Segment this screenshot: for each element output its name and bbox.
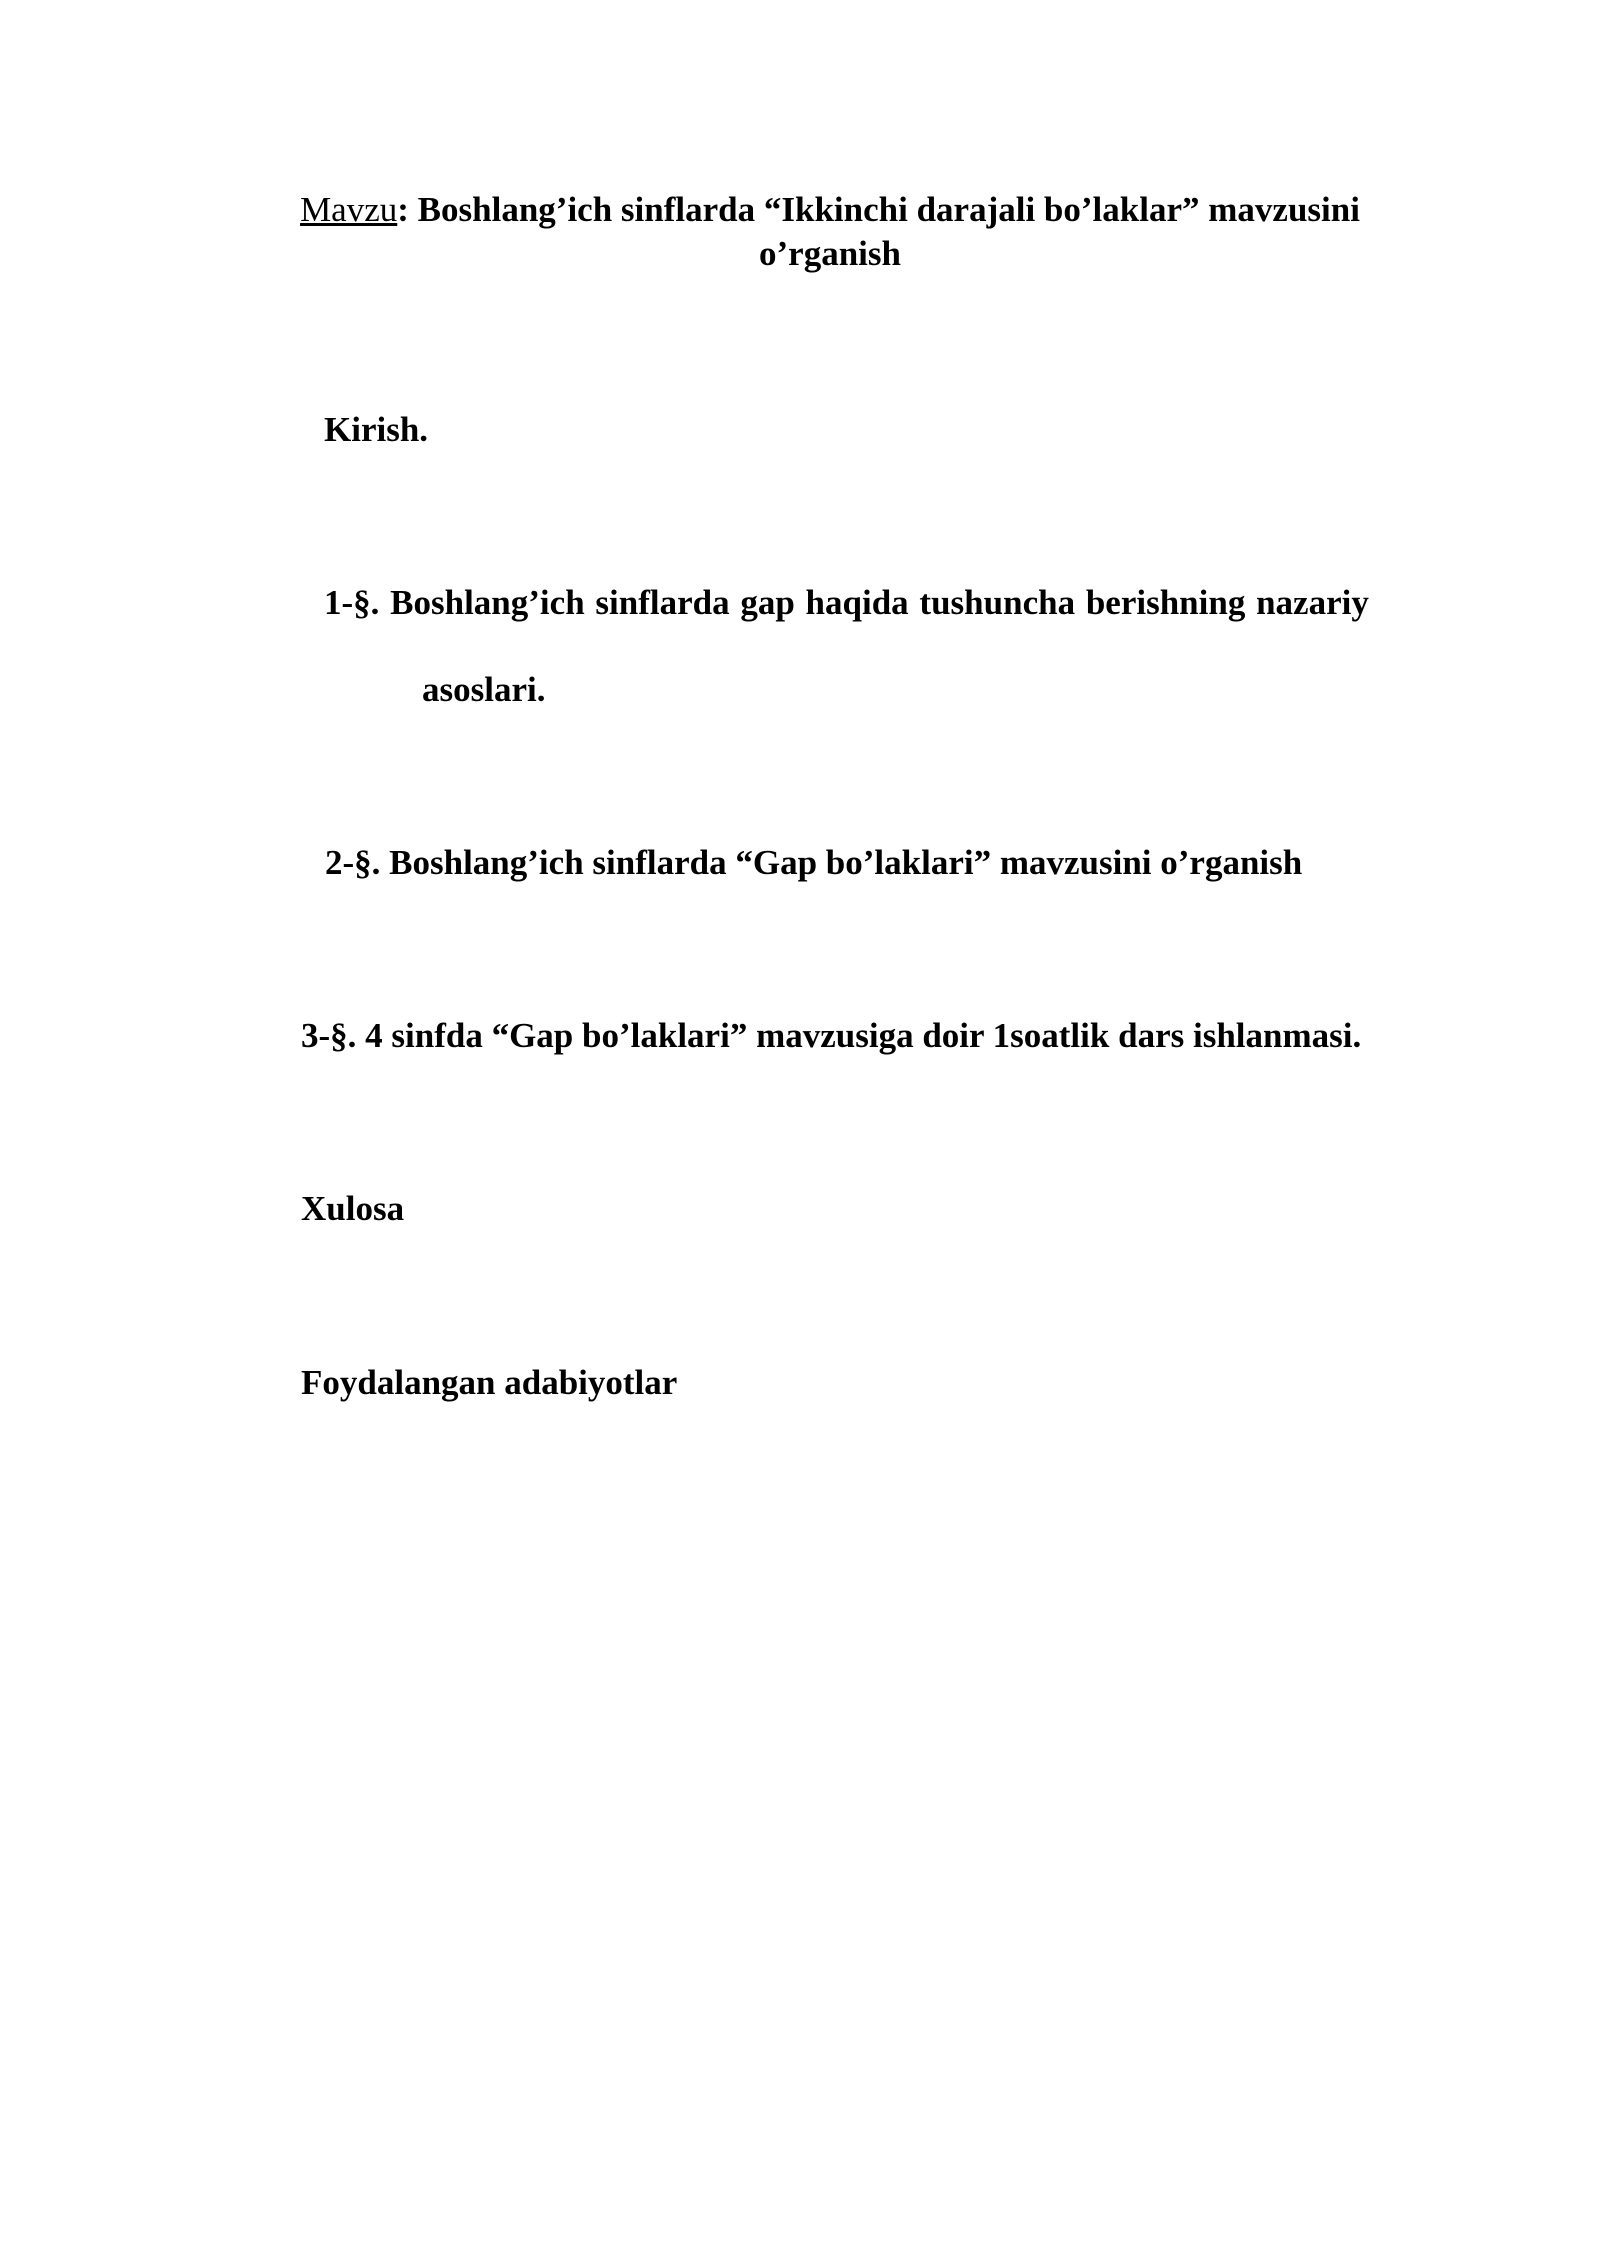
toc-section-2: 2-§. Boshlang’ich sinflarda “Gap bo’laklari” mavzusini o’rganish (325, 843, 1303, 882)
title-line-2: o’rganish (759, 234, 901, 273)
toc-section-1: 1-§. Boshlang’ich sinflarda gap haqida tushuncha berishning nazariy (324, 583, 1369, 622)
toc-section-3: 3-§. 4 sinfda “Gap bo’laklari” mavzusiga doir 1soatlik dars ishlanmasi. (301, 1016, 1362, 1055)
toc-conclusion: Xulosa (301, 1189, 405, 1228)
toc-section-1-continuation: asoslari. (422, 670, 546, 709)
title-separator: : (397, 190, 409, 229)
toc-references: Foydalangan adabiyotlar (301, 1363, 678, 1402)
title-line-1 (250, 188, 1410, 232)
title-text: Boshlang’ich sinflarda “Ikkinchi darajali bo’laklar” mavzusini (408, 190, 1360, 229)
title-label: Mavzu (300, 190, 398, 229)
document-title (250, 188, 1410, 276)
toc-intro: Kirish. (324, 410, 429, 449)
